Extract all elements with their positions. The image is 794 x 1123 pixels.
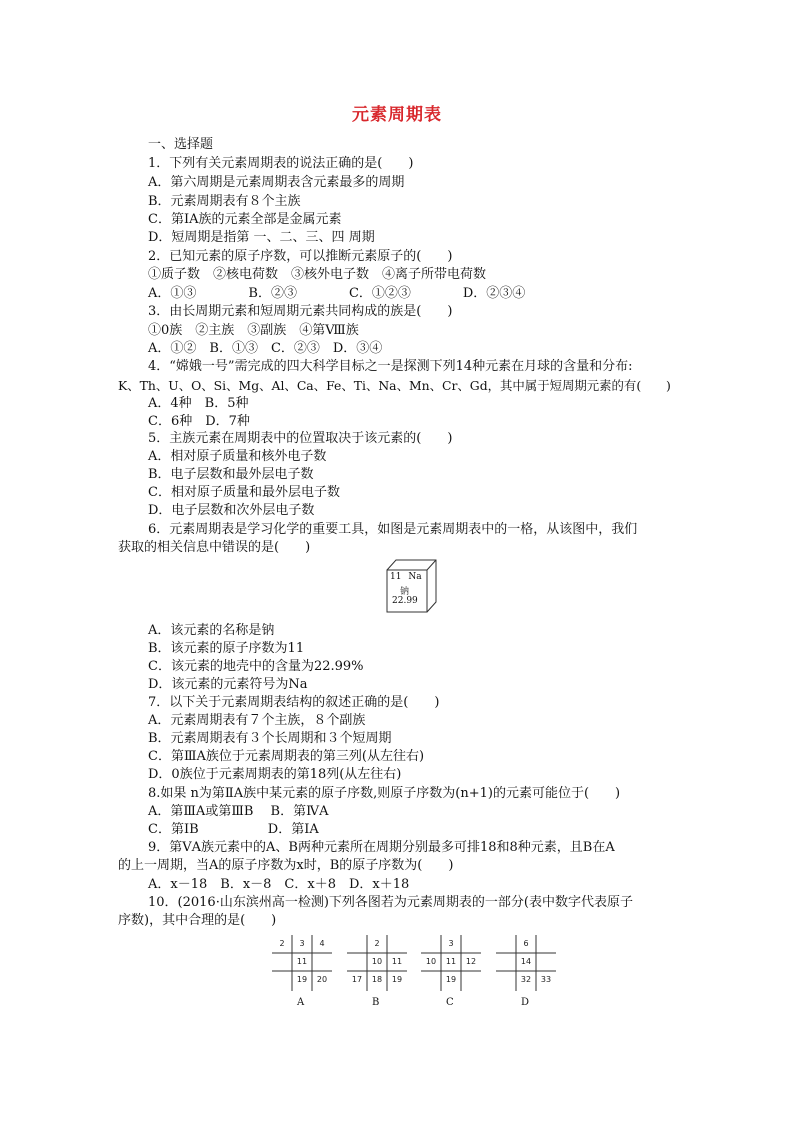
- q5-option-b: B．电子层数和最外层电子数: [148, 467, 314, 482]
- question-8: 8.如果 n为第ⅡA族中某元素的原子序数,则原子序数为(n+1)的元素可能位于( ): [148, 786, 621, 801]
- question-3: 3．由长周期元素和短周期元素共同构成的族是( ): [148, 304, 453, 319]
- q6-option-b: B．该元素的原子序数为11: [148, 641, 305, 656]
- q9-options: A．x－18 B．x－8 C．x＋8 D．x＋18: [148, 877, 410, 892]
- question-4-cont: K、Th、U、O、Si、Mg、Al、Ca、Fe、Ti、Na、Mn、Cr、Gd，其中属于短周期元素的有( ): [118, 378, 671, 393]
- q5-option-c: C．相对原子质量和最外层电子数: [148, 485, 340, 500]
- section-heading: 一、选择题: [148, 137, 214, 152]
- cell: 18: [371, 975, 383, 984]
- cell: 2: [279, 939, 285, 948]
- grid-label-a: A: [297, 997, 305, 1008]
- cell: 19: [296, 975, 308, 984]
- q2-items: ①质子数 ②核电荷数 ③核外电子数 ④离子所带电荷数: [148, 267, 487, 282]
- question-6-cont: 获取的相关信息中错误的是( ): [118, 540, 311, 555]
- cell: 19: [391, 975, 403, 984]
- cell: 11: [296, 957, 308, 966]
- periodic-fragment-c: [421, 935, 481, 991]
- element-name: 钠: [400, 587, 410, 597]
- q7-option-b: B．元素周期表有３个长周期和３个短周期: [148, 731, 392, 746]
- q6-option-a: A．该元素的名称是钠: [148, 623, 275, 638]
- q7-option-a: A．元素周期表有７个主族，８个副族: [148, 713, 366, 728]
- element-number: 11: [390, 572, 402, 582]
- question-1: 1．下列有关元素周期表的说法正确的是( ): [148, 156, 414, 171]
- question-10-cont: 序数)，其中合理的是( ): [118, 913, 277, 928]
- q2-options: A．①③ B．②③ C．①②③ D．②③④: [148, 286, 526, 301]
- element-cell-outline: [382, 556, 442, 616]
- q7-option-d: D．0族位于元素周期表的第18列(从左往右): [148, 767, 402, 782]
- q7-option-c: C．第ⅢA族位于元素周期表的第三列(从左往右): [148, 749, 425, 764]
- cell: 17: [351, 975, 363, 984]
- element-mass: 22.99: [392, 596, 418, 606]
- cell: 10: [425, 957, 437, 966]
- q6-option-d: D．该元素的元素符号为Na: [148, 677, 308, 692]
- question-9: 9．第ⅤA族元素中的A、B两种元素所在周期分别最多可排18和8种元素，且B在A: [148, 840, 615, 855]
- cell: 12: [465, 957, 477, 966]
- periodic-fragment-a: [272, 935, 332, 991]
- question-9-cont: 的上一周期，当A的原子序数为x时，B的原子序数为( ): [118, 858, 454, 873]
- q6-option-c: C．该元素的地壳中的含量为22.99%: [148, 659, 364, 674]
- grid-label-b: B: [372, 997, 380, 1008]
- question-5: 5．主族元素在周期表中的位置取决于该元素的( ): [148, 431, 453, 446]
- q1-option-c: C．第ⅠA族的元素全部是金属元素: [148, 212, 342, 227]
- cell: 32: [520, 975, 532, 984]
- cell: 14: [520, 957, 532, 966]
- cell: 2: [374, 939, 380, 948]
- cell: 10: [371, 957, 383, 966]
- page-title: 元素周期表: [352, 105, 442, 125]
- question-6: 6．元素周期表是学习化学的重要工具，如图是元素周期表中的一格，从该图中，我们: [148, 522, 638, 537]
- cell: 11: [391, 957, 403, 966]
- cell: 3: [448, 939, 454, 948]
- q4-options-ab: A．4种 B．5种: [148, 396, 249, 411]
- q1-option-a: A．第六周期是元素周期表含元素最多的周期: [148, 175, 405, 190]
- q4-options-cd: C．6种 D．7种: [148, 414, 250, 429]
- q1-option-b: B．元素周期表有８个主族: [148, 194, 301, 209]
- question-4: 4．“嫦娥一号”需完成的四大科学目标之一是探测下列14种元素在月球的含量和分布:: [148, 359, 633, 374]
- q5-option-d: D．电子层数和次外层电子数: [148, 503, 315, 518]
- cell: 33: [540, 975, 552, 984]
- cell: 20: [316, 975, 328, 984]
- question-10: 10．(2016·山东滨州高一检测)下列各图若为元素周期表的一部分(表中数字代表原子: [148, 895, 633, 910]
- cell: 3: [299, 939, 305, 948]
- q3-items: ①0族 ②主族 ③副族 ④第Ⅷ族: [148, 323, 359, 338]
- grid-label-d: D: [521, 997, 530, 1008]
- cell: 19: [445, 975, 457, 984]
- question-2: 2．已知元素的原子序数，可以推断元素原子的( ): [148, 249, 453, 264]
- cell: 4: [319, 939, 325, 948]
- element-symbol: Na: [408, 572, 422, 582]
- cell: 6: [523, 939, 529, 948]
- periodic-fragment-d: [496, 935, 556, 991]
- q3-options: A．①② B．①③ C．②③ D．③④: [148, 341, 383, 356]
- q1-option-d: D．短周期是指第 一、二、三、四 周期: [148, 230, 375, 245]
- periodic-fragment-b: [347, 935, 407, 991]
- q5-option-a: A．相对原子质量和核外电子数: [148, 449, 327, 464]
- grid-label-c: C: [446, 997, 454, 1008]
- q8-options-ab: A．第ⅢA或第ⅢB B．第ⅣA: [148, 804, 329, 819]
- element-cell-figure: [382, 556, 442, 616]
- cell: 11: [445, 957, 457, 966]
- q8-options-cd: C．第ⅠB D．第ⅠA: [148, 822, 319, 837]
- question-7: 7．以下关于元素周期表结构的叙述正确的是( ): [148, 695, 440, 710]
